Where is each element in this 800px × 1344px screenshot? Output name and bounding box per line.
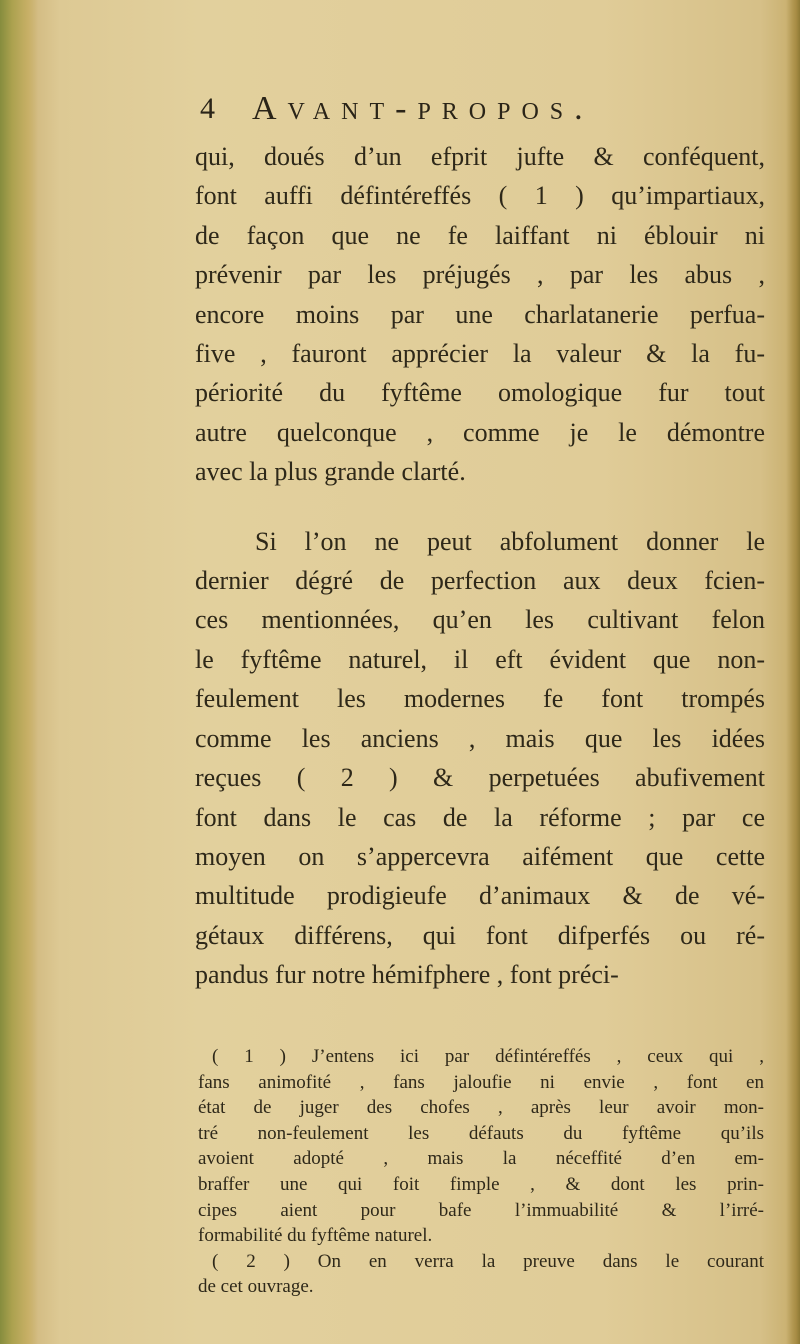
text-line: prévenir par les préjugés , par les abus ,: [195, 260, 765, 290]
footnote-line: cipes aient pour bafe l’immuabilité & l’irré-: [198, 1199, 764, 1221]
text-line: dernier dégré de perfection aux deux fcien-: [195, 566, 765, 596]
text-line: moyen on s’appercevra aifément que cette: [195, 841, 765, 871]
text-line: avec la plus grande clarté.: [195, 457, 466, 487]
page-number: 4: [200, 92, 215, 125]
text-line: feulement les modernes fe font trompés: [195, 684, 765, 714]
text-line: ces mentionnées, qu’en les cultivant felon: [195, 605, 765, 635]
page-edge: [786, 0, 800, 1344]
text-line: périorité du fyftême omologique fur tout: [195, 378, 765, 408]
main-text: [195, 137, 765, 995]
footnote-line: fans animofité , fans jaloufie ni envie , font en: [198, 1071, 764, 1093]
footnote-line: avoient adopté , mais la néceffité d’en em-: [198, 1148, 764, 1170]
footnote-line: ( 2 ) On en verra la preuve dans le courant: [212, 1250, 764, 1272]
text-line: font dans le cas de la réforme ; par ce: [195, 802, 765, 832]
footnote-line: braffer une qui foit fimple , & dont les prin-: [198, 1173, 764, 1195]
text-line: reçues ( 2 ) & perpetuées abufivement: [195, 763, 765, 793]
footnote-line: tré non-feulement les défauts du fyftême qu’ils: [198, 1122, 764, 1144]
text-line: autre quelconque , comme je le démontre: [195, 417, 765, 447]
footnotes: [198, 1044, 764, 1300]
page-gutter: [0, 0, 38, 1344]
page-header: [200, 86, 760, 130]
text-line: Si l’on ne peut abfolument donner le: [255, 526, 765, 556]
text-line: gétaux différens, qui font difperfés ou ré-: [195, 920, 765, 950]
footnote-line: de cet ouvrage.: [198, 1276, 314, 1298]
text-line: pandus fur notre hémifphere , font préci-: [195, 960, 619, 990]
footnote-line: formabilité du fyftême naturel.: [198, 1225, 433, 1247]
text-line: le fyftême naturel, il eft évident que non-: [195, 644, 765, 674]
text-line: qui, doués d’un efprit jufte & conféquent,: [195, 142, 765, 171]
footnote-line: ( 1 ) J’entens ici par défintéreffés , ceux qui ,: [212, 1046, 764, 1067]
text-line: de façon que ne fe laiffant ni éblouir ni: [195, 220, 765, 250]
text-line: comme les anciens , mais que les idées: [195, 723, 765, 753]
footnote-line: état de juger des chofes , après leur avoir mon-: [198, 1097, 764, 1119]
running-head: Avant-propos.: [252, 90, 594, 127]
text-line: multitude prodigieufe d’animaux & de vé-: [195, 881, 765, 911]
text-line: five , fauront apprécier la valeur & la fu-: [195, 339, 765, 369]
text-line: encore moins par une charlatanerie perfua-: [195, 299, 765, 329]
text-line: font auffi défintéreffés ( 1 ) qu’impartiaux,: [195, 181, 765, 211]
